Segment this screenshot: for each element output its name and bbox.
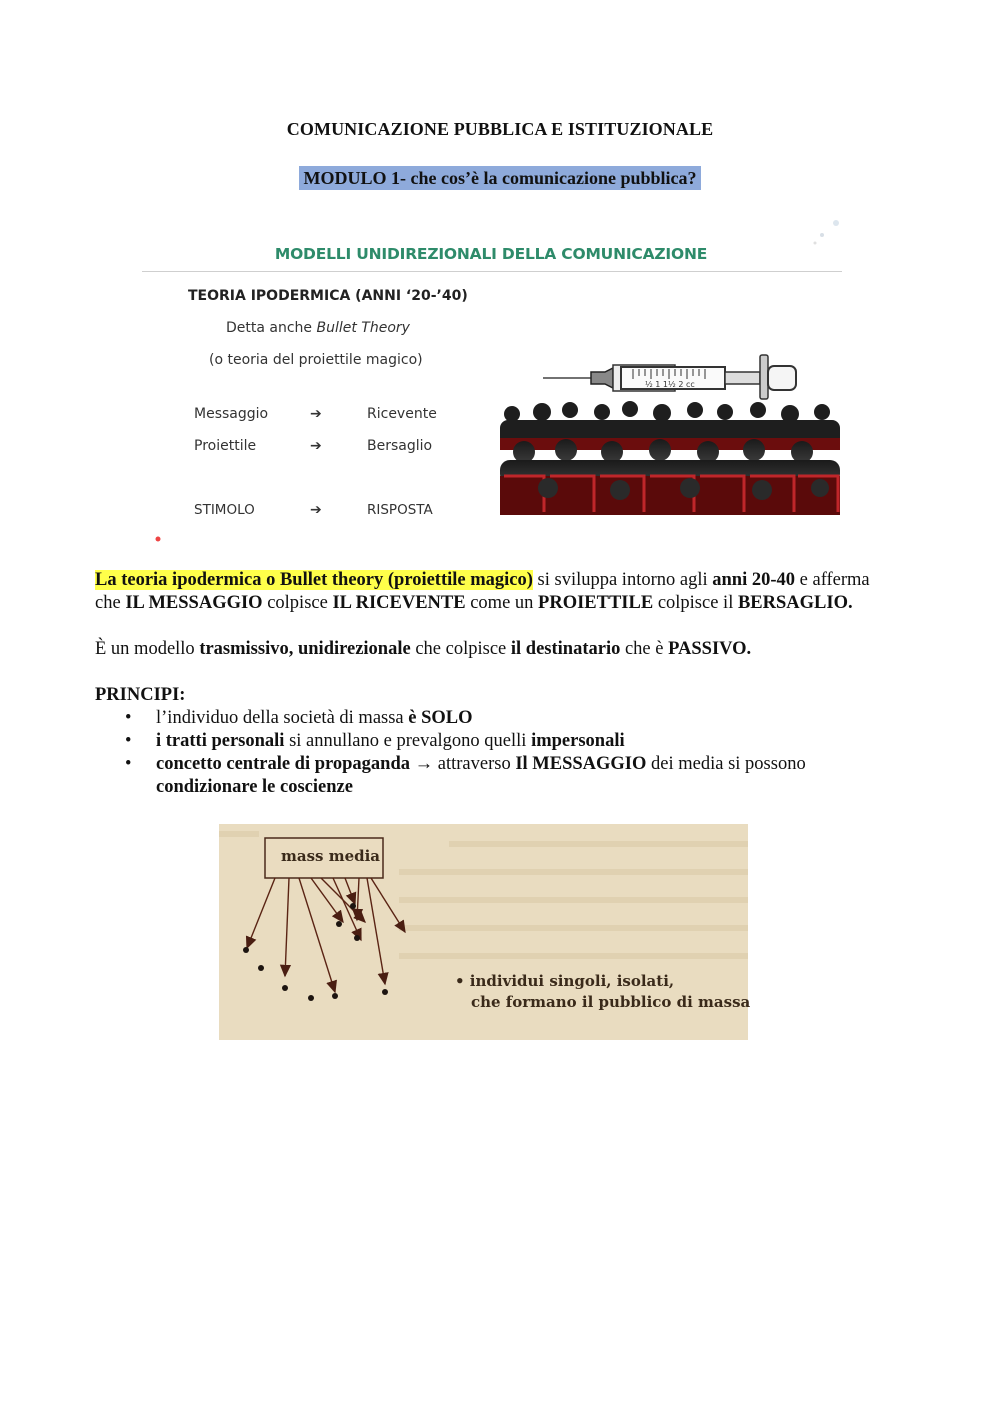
text-run: → attraverso [410, 754, 516, 774]
syringe-icon [543, 350, 801, 400]
slide-figure [140, 205, 850, 550]
legend-line-2: che formano il pubblico di massa [471, 993, 751, 1011]
text-run-bold: PROIETTILE [538, 593, 654, 613]
text-run: colpisce il [653, 593, 738, 613]
paragraph-model [95, 638, 895, 661]
arrow-icon: ➔ [310, 502, 322, 518]
also-called-line [226, 320, 410, 336]
decorative-dots [810, 217, 840, 247]
text-run-bold: trasmissivo, unidirezionale [199, 639, 411, 659]
arrow-icon: ➔ [310, 438, 322, 454]
text-run-bold: BERSAGLIO. [737, 593, 853, 613]
module-subtitle: MODULO 1- che cos’è la comunicazione pubblica? [299, 166, 702, 190]
text-run-bold: anni 20-40 [712, 570, 796, 590]
text-run: si sviluppa intorno agli [532, 570, 713, 590]
text-run-bold: è SOLO [408, 708, 473, 728]
document-title: COMUNICAZIONE PUBBLICA E ISTITUZIONALE [286, 119, 714, 139]
text-run: che è [620, 639, 669, 659]
row-messaggio: Messaggio [194, 406, 269, 422]
paragraph-bullet-theory [95, 569, 895, 615]
text-run: È un modello [95, 639, 200, 659]
text-run-bold: IL MESSAGGIO [125, 593, 263, 613]
text-run-bold: i tratti personali [156, 731, 285, 751]
text-run-bold: PASSIVO. [668, 639, 752, 659]
list-item [95, 730, 895, 753]
text-run: come un [465, 593, 539, 613]
slide-title: MODELLI UNIDIREZIONALI DELLA COMUNICAZIONE [274, 245, 708, 263]
text-run: colpisce [262, 593, 333, 613]
paren-note: (o teoria del proiettile magico) [209, 352, 423, 368]
decorative-dot [154, 535, 162, 543]
mass-media-box-label: mass media [281, 847, 381, 865]
text-run-bold: concetto centrale di propaganda [156, 754, 411, 774]
text-run: si annullano e prevalgono quelli [284, 731, 532, 751]
row-bersaglio: Bersaglio [367, 438, 433, 454]
syringe-scale: ½ 1 1½ 2 cc [645, 380, 695, 389]
text-run: l’individuo della società di massa [156, 708, 409, 728]
row-ricevente: Ricevente [367, 406, 437, 422]
row-proiettile: Proiettile [194, 438, 257, 454]
module-subtitle-wrap [0, 166, 1000, 190]
list-item [95, 753, 895, 799]
text-run-bold: condizionare le coscienze [156, 777, 353, 797]
text-run-bold: impersonali [531, 731, 625, 751]
row-risposta: RISPOSTA [367, 502, 433, 518]
principles-heading-text: PRINCIPI: [95, 685, 186, 705]
principles-heading [95, 684, 895, 707]
mass-media-legend [455, 971, 750, 1013]
highlighted-term: La teoria ipodermica o Bullet theory (proiettile magico) [95, 570, 533, 590]
text-run-bold: il destinatario [510, 639, 621, 659]
text-run: che colpisce [410, 639, 511, 659]
bullet-icon: • [125, 731, 132, 751]
text-run: dei media si possono [646, 754, 806, 774]
also-called-name: Bullet Theory [316, 320, 410, 336]
text-run-bold: Il MESSAGGIO [515, 754, 647, 774]
audience-illustration [500, 400, 840, 515]
arrow-icon: ➔ [310, 406, 322, 422]
theory-heading: TEORIA IPODERMICA (ANNI ‘20-’40) [188, 288, 468, 304]
row-stimolo: STIMOLO [194, 502, 255, 518]
also-called-prefix: Detta anche [226, 320, 317, 336]
bullet-icon: • [125, 754, 132, 774]
legend-line-1: • individui singoli, isolati, [455, 972, 675, 990]
text-run: e afferma che [95, 570, 870, 613]
list-item [95, 707, 895, 730]
principles-list [95, 707, 895, 799]
slide-divider [142, 271, 842, 272]
bullet-icon: • [125, 708, 132, 728]
text-run-bold: IL RICEVENTE [332, 593, 466, 613]
